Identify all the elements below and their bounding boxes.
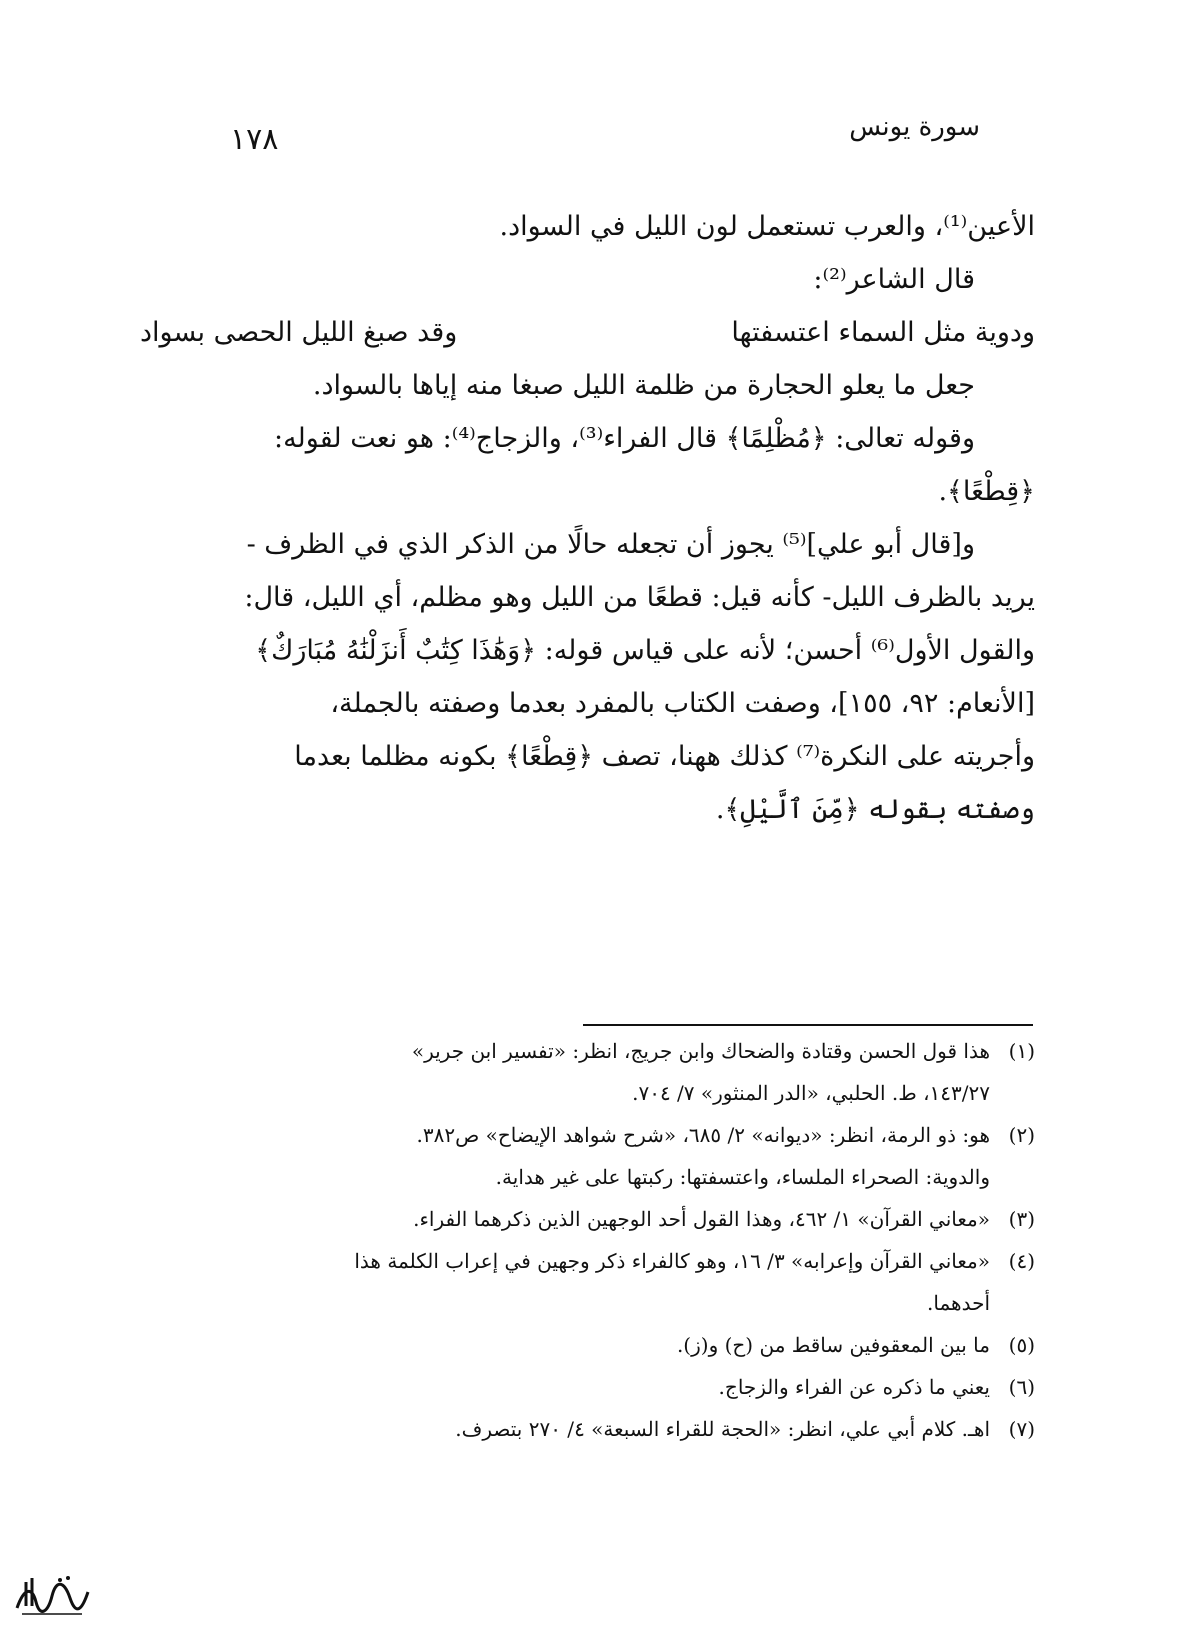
footnote-text: «معاني القرآن» ١/ ٤٦٢، وهذا القول أحد الوجهين الذين ذكرهما الفراء. [413,1207,990,1231]
verse-second-hemistich: وقد صبغ الليل الحصى بسواد [140,317,458,348]
footnote [140,1198,1035,1240]
text-line: جعل ما يعلو الحجارة من ظلمة الليل صبغا منه إياها بالسواد. [312,370,975,401]
footnote-number: (٤) [1008,1249,1035,1273]
footnote-number: (٢) [1008,1123,1035,1147]
footnote [140,1324,1035,1366]
poetry-verse [140,306,1035,359]
footnote-text: هو: ذو الرمة، انظر: «ديوانه» ٢/ ٦٨٥، «شرح شواهد الإيضاح» ص٣٨٢. [416,1123,990,1147]
footnote-continuation: أحدهما. [927,1291,990,1315]
footnote-text: اهـ. كلام أبي علي، انظر: «الحجة للقراء السبعة» ٤/ ٢٧٠ بتصرف. [455,1417,990,1441]
page-header [230,112,980,162]
footnote-continuation: والدوية: الصحراء الملساء، واعتسفتها: ركبتها على غير هداية. [495,1165,990,1189]
text-line: قال الشاعر⁽²⁾: [813,264,975,295]
text-line: و[قال أبو علي]⁽⁵⁾ يجوز أن تجعله حالًا من الذكر الذي في الظرف - [246,529,975,560]
footnote-number: (٧) [1008,1417,1035,1441]
footnote-number: (٣) [1008,1207,1035,1231]
footnote-text: ما بين المعقوفين ساقط من (ح) و(ز). [676,1333,990,1357]
main-text [140,200,1035,836]
footnote-number: (٦) [1008,1375,1035,1399]
footnote-number: (٥) [1008,1333,1035,1357]
text-line: الأعين⁽¹⁾، والعرب تستعمل لون الليل في السواد. [499,211,1035,242]
footnote [140,1366,1035,1408]
footnotes [140,1030,1035,1450]
verse-first-hemistich: ودوية مثل السماء اعتسفتها [731,317,1035,348]
footnote [140,1240,1035,1282]
text-line: وأجريته على النكرة⁽⁷⁾ كذلك ههنا، تصف ﴿قِطْعًا﴾ بكونه مظلما بعدما [294,741,1035,772]
publisher-logo [12,1568,92,1623]
footnote-number: (١) [1008,1039,1035,1063]
footnote-continuation: ١٤٣/٢٧، ط. الحلبي، «الدر المنثور» ٧/ ٧٠٤. [632,1081,990,1105]
text-line: ﴿قِطْعًا﴾. [938,476,1035,507]
footnote [140,1408,1035,1450]
text-line: وصفته بقوله ﴿مِّنَ ٱلَّيْلِ﴾. [715,794,1035,825]
page-number: ١٧٨ [230,122,279,157]
text-line: والقول الأول⁽⁶⁾ أحسن؛ لأنه على قياس قوله: ﴿وَهَٰذَا كِتَٰبٌ أَنزَلْنَٰهُ مُبَارَكٌ﴾ [255,635,1035,666]
text-line: [الأنعام: ٩٢، ١٥٥]، وصفت الكتاب بالمفرد بعدما وصفته بالجملة، [330,688,1035,719]
footnote [140,1114,1035,1156]
footnote-text: هذا قول الحسن وقتادة والضحاك وابن جريج، انظر: «تفسير ابن جرير» [411,1039,990,1063]
footnote-text: «معاني القرآن وإعرابه» ٣/ ١٦، وهو كالفراء ذكر وجهين في إعراب الكلمة هذا [354,1249,990,1273]
footnote [140,1030,1035,1072]
text-line: وقوله تعالى: ﴿مُظْلِمًا﴾ قال الفراء⁽³⁾، والزجاج⁽⁴⁾: هو نعت لقوله: [273,423,975,454]
text-line: يريد بالظرف الليل- كأنه قيل: قطعًا من الليل وهو مظلم، أي الليل، قال: [244,582,1035,613]
footnote-text: يعني ما ذكره عن الفراء والزجاج. [718,1375,990,1399]
footnote-separator [583,1024,1033,1026]
running-title: سورة يونس [849,112,980,142]
